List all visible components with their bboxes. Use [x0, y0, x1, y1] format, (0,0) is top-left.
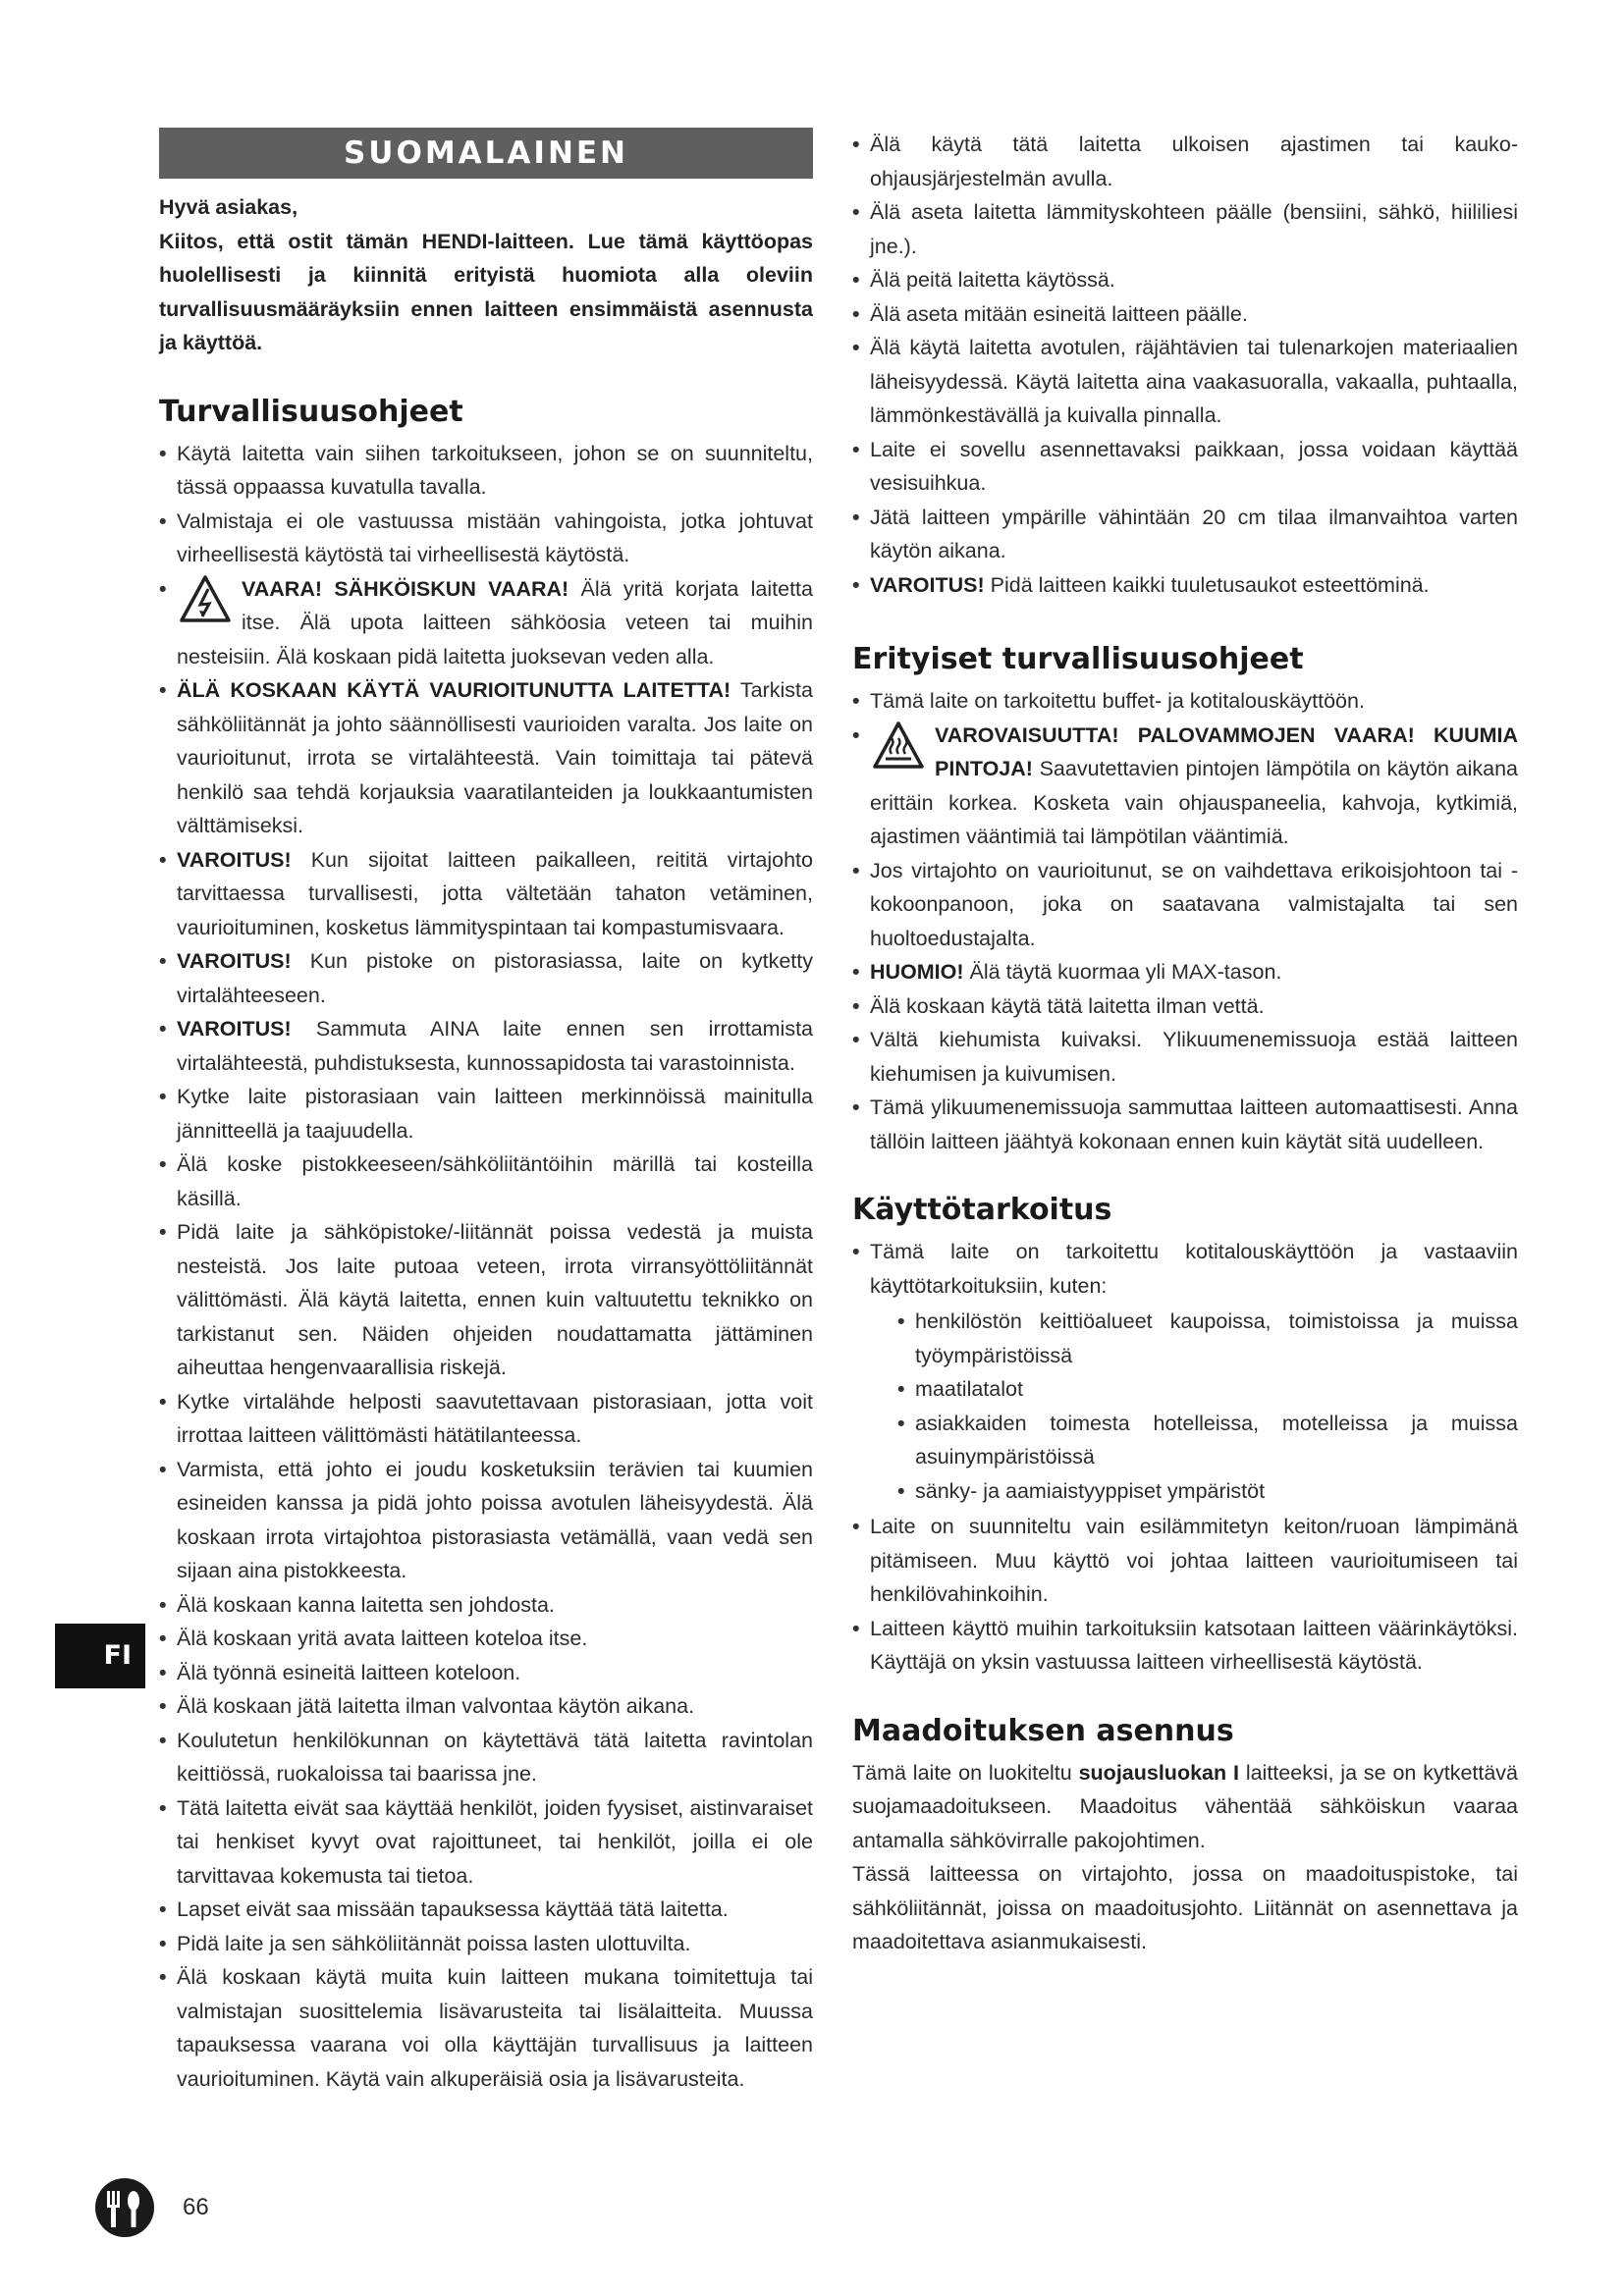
dash-item: • sänky- ja aamiaistyyppiset ympäristöt — [897, 1474, 1518, 1509]
list-item — [159, 944, 813, 1012]
list-item — [159, 843, 813, 945]
list-item — [852, 955, 1518, 989]
list-item: • Kytke laite pistorasiaan vain laitteen merkinnöissä mainitulla jännitteellä ja taajuudella. — [159, 1080, 813, 1148]
warning-text: Sammuta AINA laite ennen sen irrottamista virtalähteestä, puhdistuksesta, kunnossapidosta tai varastoinnista. — [177, 1017, 813, 1075]
warning-text: Kun sijoitat laitteen paikalleen, reititä virtajohto tarvittaessa turvallisesti, jotta vältetään tahaton vetäminen, vaurioituminen, kosketus lämmityspintaan tai kompastumisvaara. — [177, 847, 813, 939]
list-item: • Älä peitä laitetta käytössä. — [852, 263, 1518, 297]
list-item: • Kytke virtalähde helposti saavutettavaan pistorasiaan, jotta voit irrottaa laitteen välittömästi hätätilanteessa. — [159, 1385, 813, 1453]
caution-text: Saavutettavien pintojen lämpötila on käytön aikana erittäin korkea. Kosketa vain ohjauspaneelia, kahvoja, kytkimiä, ajastimen vääntimiä tai lämpötilan vääntimiä. — [870, 757, 1518, 848]
list-item: • Pidä laite ja sen sähköliitännät poissa lasten ulottuvilta. — [159, 1927, 813, 1961]
list-item: • Tätä laitetta eivät saa käyttää henkilöt, joiden fyysiset, aistinvaraiset tai henkiset kyvyt ovat rajoittuneet, tai henkilöt, joilla ei ole tarvittavaa kokemusta tai tietoa. — [159, 1791, 813, 1894]
grounding-text: laitteeksi, ja se on kytkettävä suojamaadoitukseen. Maadoitus vähentää sähköiskun vaaraa antamalla sähkövirralle pakojohtimen. — [852, 1760, 1519, 1852]
warning-text: Kun pistoke on pistorasiassa, laite on kytketty virtalähteeseen. — [177, 949, 813, 1007]
attention-text: Älä täytä kuormaa yli MAX-tason. — [963, 960, 1282, 984]
hendi-logo-icon — [94, 2177, 155, 2238]
list-item: • Lapset eivät saa missään tapauksessa käyttää tätä laitetta. — [159, 1893, 813, 1927]
hot-surface-warning-icon — [872, 721, 925, 770]
list-item — [852, 568, 1518, 603]
left-column — [159, 128, 813, 2096]
list-item — [852, 719, 1518, 854]
safety-heading: Turvallisuusohjeet — [159, 394, 463, 429]
attention-label: HUOMIO! — [870, 960, 964, 984]
list-item: • Älä koskaan käytä muita kuin laitteen mukana toimitettuja tai valmistajan suosittelemia lisävarusteita tai lisälaitteita. Muussa tapauksessa vaarana voi olla käyttäjän turvallisuus ja laitteen vaurioituminen. Käytä vain alkuperäisiä osia ja lisävarusteita. — [159, 1960, 813, 2096]
danger-text: Älä yritä korjata laitetta itse. Älä upota laitteen sähköosia veteen tai muihin nesteisiin. Älä koskaan pidä laitetta juoksevan veden alla. — [177, 576, 813, 668]
list-item: • Laite on suunniteltu vain esilämmitetyn keiton/ruoan lämpimänä pitämiseen. Muu käyttö voi johtaa laitteen vaurioitumiseen tai henkilövahinkoihin. — [852, 1510, 1518, 1612]
danger-label: VAARA! SÄHKÖISKUN VAARA! — [242, 576, 569, 601]
intended-use-intro: Tämä laite on tarkoitettu kotitalouskäyttöön ja vastaaviin käyttötarkoituksiin, kuten: — [870, 1240, 1518, 1298]
list-item — [159, 572, 813, 674]
dash-item: • henkilöstön keittiöalueet kaupoissa, toimistoissa ja muissa työympäristöissä — [897, 1305, 1518, 1372]
dash-list — [897, 1305, 1518, 1508]
grounding-paragraph-2: Tässä laitteessa on virtajohto, jossa on maadoituspistoke, tai sähköliitännät, joissa on maadoitusjohto. Liitännät on asennettava ja maadoitettava asianmukaisesti. — [852, 1862, 1518, 1953]
warning-label: ÄLÄ KOSKAAN KÄYTÄ VAURIOITUNUTTA LAITETTA! — [177, 678, 731, 702]
list-item — [159, 673, 813, 843]
list-item: • Laite ei sovellu asennettavaksi paikkaan, jossa voidaan käyttää vesisuihkua. — [852, 433, 1518, 501]
list-item: • Käytä laitetta vain siihen tarkoitukseen, johon se on suunniteltu, tässä oppaassa kuvatulla tavalla. — [159, 437, 813, 505]
special-safety-list — [852, 684, 1518, 1158]
intended-use-heading: Käyttötarkoitus — [852, 1193, 1112, 1227]
list-item: • Älä aseta laitetta lämmityskohteen päälle (bensiini, sähkö, hiililiesi jne.). — [852, 195, 1518, 263]
list-item: • Älä koskaan jätä laitetta ilman valvontaa käytön aikana. — [159, 1689, 813, 1724]
list-item: • Älä käytä tätä laitetta ulkoisen ajastimen tai kauko-ohjausjärjestelmän avulla. — [852, 128, 1518, 195]
grounding-paragraph-1 — [852, 1756, 1518, 1858]
page-number: 66 — [183, 2194, 209, 2220]
right-column — [852, 128, 1518, 1959]
dash-item: • asiakkaiden toimesta hotelleissa, motelleissa ja muissa asuinympäristöissä — [897, 1407, 1518, 1474]
warning-label: VAROITUS! — [177, 1017, 292, 1041]
warning-text: Pidä laitteen kaikki tuuletusaukot esteettöminä. — [984, 572, 1430, 597]
language-banner: SUOMALAINEN — [159, 128, 813, 179]
list-item: • Pidä laite ja sähköpistoke/-liitännät poissa vedestä ja muista nesteistä. Jos laite putoaa veteen, irrota virransyöttöliitännät välittömästi. Älä käytä laitetta, ennen kuin valtuutettu teknikko on tarkistanut sen. Näiden ohjeiden noudattamatta jättäminen aiheuttaa hengenvaarallisia riskejä. — [159, 1215, 813, 1385]
language-side-tab: FI — [55, 1624, 145, 1688]
list-item: • Koulutetun henkilökunnan on käytettävä tätä laitetta ravintolan keittiössä, ruokaloissa tai baarissa jne. — [159, 1724, 813, 1791]
list-item: • Varmista, että johto ei joudu kosketuksiin terävien tai kuumien esineiden kanssa ja pidä johto poissa avotulen läheisyydestä. Älä koskaan irrota virtajohtoa pistorasiasta vetämällä, vaan vedä sen sijaan aina pistokkeesta. — [159, 1453, 813, 1588]
list-item: • Älä aseta mitään esineitä laitteen päälle. — [852, 297, 1518, 332]
protection-class: suojausluokan I — [1078, 1760, 1239, 1785]
list-item: • Vältä kiehumista kuivaksi. Ylikuumenemissuoja estää laitteen kiehumisen ja kuivumisen. — [852, 1023, 1518, 1091]
intended-use-list — [852, 1235, 1518, 1680]
warning-label: VAROITUS! — [177, 847, 292, 872]
intro-greeting: Hyvä asiakas, — [159, 195, 298, 219]
list-item: • Tämä laite on tarkoitettu buffet- ja kotitalouskäyttöön. — [852, 684, 1518, 719]
list-item: • Älä koske pistokkeeseen/sähköliitäntöihin märillä tai kosteilla käsillä. — [159, 1148, 813, 1215]
page-footer — [94, 2177, 209, 2238]
electric-shock-warning-icon — [179, 574, 232, 623]
grounding-text: Tämä laite on luokiteltu — [852, 1760, 1079, 1785]
list-item: • Tämä ylikuumenemissuoja sammuttaa laitteen automaattisesti. Anna tällöin laitteen jäähtyä kokonaan ennen kuin käytät sitä uudelleen. — [852, 1091, 1518, 1158]
list-item: • Valmistaja ei ole vastuussa mistään vahingoista, jotka johtuvat virheellisestä käytöstä tai virheellisestä käytöstä. — [159, 505, 813, 572]
list-item: • Jos virtajohto on vaurioitunut, se on vaihdettava erikoisjohtoon tai -kokoonpanoon, joka on saatavana valmistajalta tai sen huoltoedustajalta. — [852, 854, 1518, 956]
list-item — [159, 1012, 813, 1080]
special-safety-heading: Erityiset turvallisuusohjeet — [852, 642, 1304, 676]
dash-item: • maatilatalot — [897, 1372, 1518, 1407]
warning-label: VAROITUS! — [870, 572, 985, 597]
safety-list — [159, 437, 813, 2097]
list-item: • Jätä laitteen ympärille vähintään 20 cm tilaa ilmanvaihtoa varten käytön aikana. — [852, 501, 1518, 568]
list-item — [852, 1235, 1518, 1508]
list-item: • Älä koskaan yritä avata laitteen koteloa itse. — [159, 1622, 813, 1656]
list-item: • Älä koskaan kanna laitetta sen johdosta. — [159, 1588, 813, 1623]
list-item: • Älä koskaan käytä tätä laitetta ilman vettä. — [852, 989, 1518, 1024]
grounding-heading: Maadoituksen asennus — [852, 1713, 1234, 1748]
warning-text: Tarkista sähköliitännät ja johto säännöllisesti vaurioiden varalta. Jos laite on vaurioitunut, irrota se virtalähteestä. Vain toimittaja tai pätevä henkilö saa tehdä korjauksia vaaratilanteiden ja loukkaantumisten välttämiseksi. — [177, 678, 813, 837]
list-item: • Älä käytä laitetta avotulen, räjähtävien tai tulenarkojen materiaalien läheisyydessä. Käytä laitetta aina vaakasuoralla, vakaalla, puhtaalla, lämmönkestävällä ja kuivalla pinnalla. — [852, 331, 1518, 433]
caution-label: VAROVAISUUTTA! PALOVAMMOJEN VAARA! KUUMIA PINTOJA! — [935, 722, 1518, 780]
list-item: • Laitteen käyttö muihin tarkoituksiin katsotaan laitteen väärinkäytöksi. Käyttäjä on yksin vastuussa laitteen virheellisestä käytöstä. — [852, 1612, 1518, 1680]
warning-label: VAROITUS! — [177, 949, 292, 973]
intro-text: Kiitos, että ostit tämän HENDI-laitteen. Lue tämä käyttöopas huolellisesti ja kiinnitä erityistä huomiota alla oleviin turvallisuusmääräyksiin ennen laitteen ensimmäistä asennusta ja käyttöä. — [159, 229, 813, 354]
intro — [159, 190, 813, 360]
list-item: • Älä työnnä esineitä laitteen koteloon. — [159, 1656, 813, 1690]
safety-list-continued — [852, 128, 1518, 602]
